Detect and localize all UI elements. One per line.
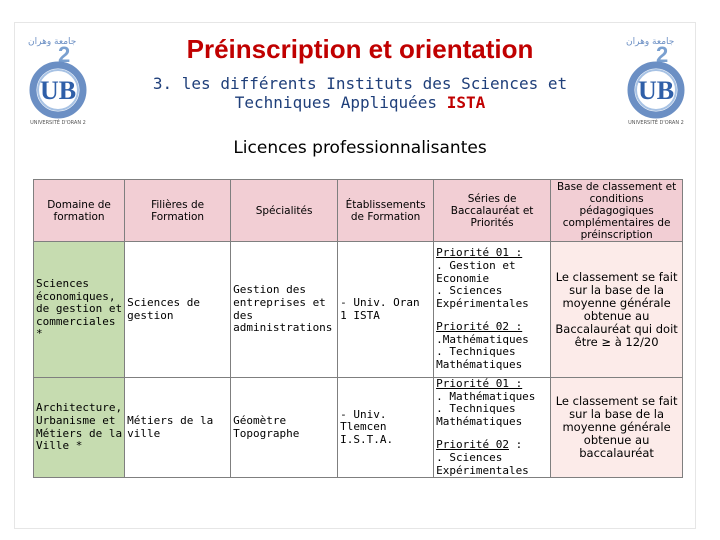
cell-specialite: Gestion des entreprises et des administrations: [231, 242, 338, 378]
cell-domaine: Architecture, Urbanisme et Métiers de la Ville *: [34, 378, 125, 478]
priority-item: . Techniques Mathématiques: [436, 402, 523, 428]
priority-item: . Sciences Expérimentales: [436, 284, 529, 310]
priority-item: . Sciences Expérimentales: [436, 450, 529, 477]
header-series: Séries de Baccalauréat et Priorités: [434, 180, 551, 242]
cell-criteria: Le classement se fait sur la base de la moyenne générale obtenue au baccalauréat: [551, 378, 683, 478]
cell-etablissement: - Univ. Oran 1 ISTA: [338, 242, 434, 378]
priority-item: . Techniques Mathématiques: [436, 345, 523, 372]
priority-item: . Mathématiques: [436, 389, 536, 403]
logo-arabic-text: جامعة وهران: [626, 37, 675, 47]
priority-label: Priorité 02: [436, 438, 509, 452]
logo-ring-text: UNIVERSITÉ D'ORAN 2: [30, 120, 86, 126]
table-row: [34, 242, 683, 378]
page-title: Préinscription et orientation: [186, 34, 534, 64]
priority-label: Priorité 02 :: [436, 320, 523, 334]
cell-criteria: Le classement se fait sur la base de la moyenne générale obtenue au Baccalauréat qui doit être ≥ à 12/20: [551, 242, 683, 378]
header-domaine: Domaine de formation: [34, 180, 125, 242]
priority-label: Priorité 01 :: [436, 377, 523, 390]
subtitle-line-2: [110, 93, 610, 112]
priority-label: Priorité 01 :: [436, 246, 523, 260]
logo-number: 2: [58, 42, 71, 67]
header-filieres: Filières de Formation: [125, 180, 231, 242]
table-row: [34, 378, 683, 478]
subtitle-institute-name: ISTA: [446, 93, 486, 112]
university-logo-right: [616, 28, 696, 128]
priority-item: .Mathématiques: [436, 332, 529, 346]
cell-specialite: Géomètre Topographe: [231, 378, 338, 478]
logo-letters: UB: [637, 76, 675, 105]
subtitle-line-2-prefix: Techniques Appliquées: [234, 93, 438, 112]
header-specialites: Spécialités: [231, 180, 338, 242]
logo-letters: UB: [39, 76, 77, 105]
section-title: Licences professionnalisantes: [233, 138, 487, 158]
logo-arabic-text: جامعة وهران: [28, 37, 77, 47]
logo-ring-text: UNIVERSITÉ D'ORAN 2: [628, 120, 684, 126]
priority-item: . Gestion et Economie: [436, 258, 516, 285]
header-base: Base de classement et conditions pédagogiques complémentaires de préinscription: [551, 180, 683, 242]
table-header-row: [34, 180, 683, 242]
cell-filiere: Sciences de gestion: [125, 242, 231, 378]
header-etablissements: Établissements de Formation: [338, 180, 434, 242]
university-logo-left: [18, 28, 98, 128]
cell-etablissement: - Univ. Tlemcen I.S.T.A.: [338, 378, 434, 478]
logo-number: 2: [656, 42, 669, 67]
subtitle-line-1: 3. les différents Instituts des Sciences et: [152, 74, 568, 93]
page-subtitle: [110, 74, 610, 112]
cell-domaine: Sciences économiques, de gestion et commerciales *: [34, 242, 125, 378]
cell-filiere: Métiers de la ville: [125, 378, 231, 478]
cell-series: [434, 242, 551, 378]
licences-table: [33, 179, 683, 478]
cell-series: [434, 378, 551, 478]
priority-label-colon: :: [508, 438, 523, 452]
